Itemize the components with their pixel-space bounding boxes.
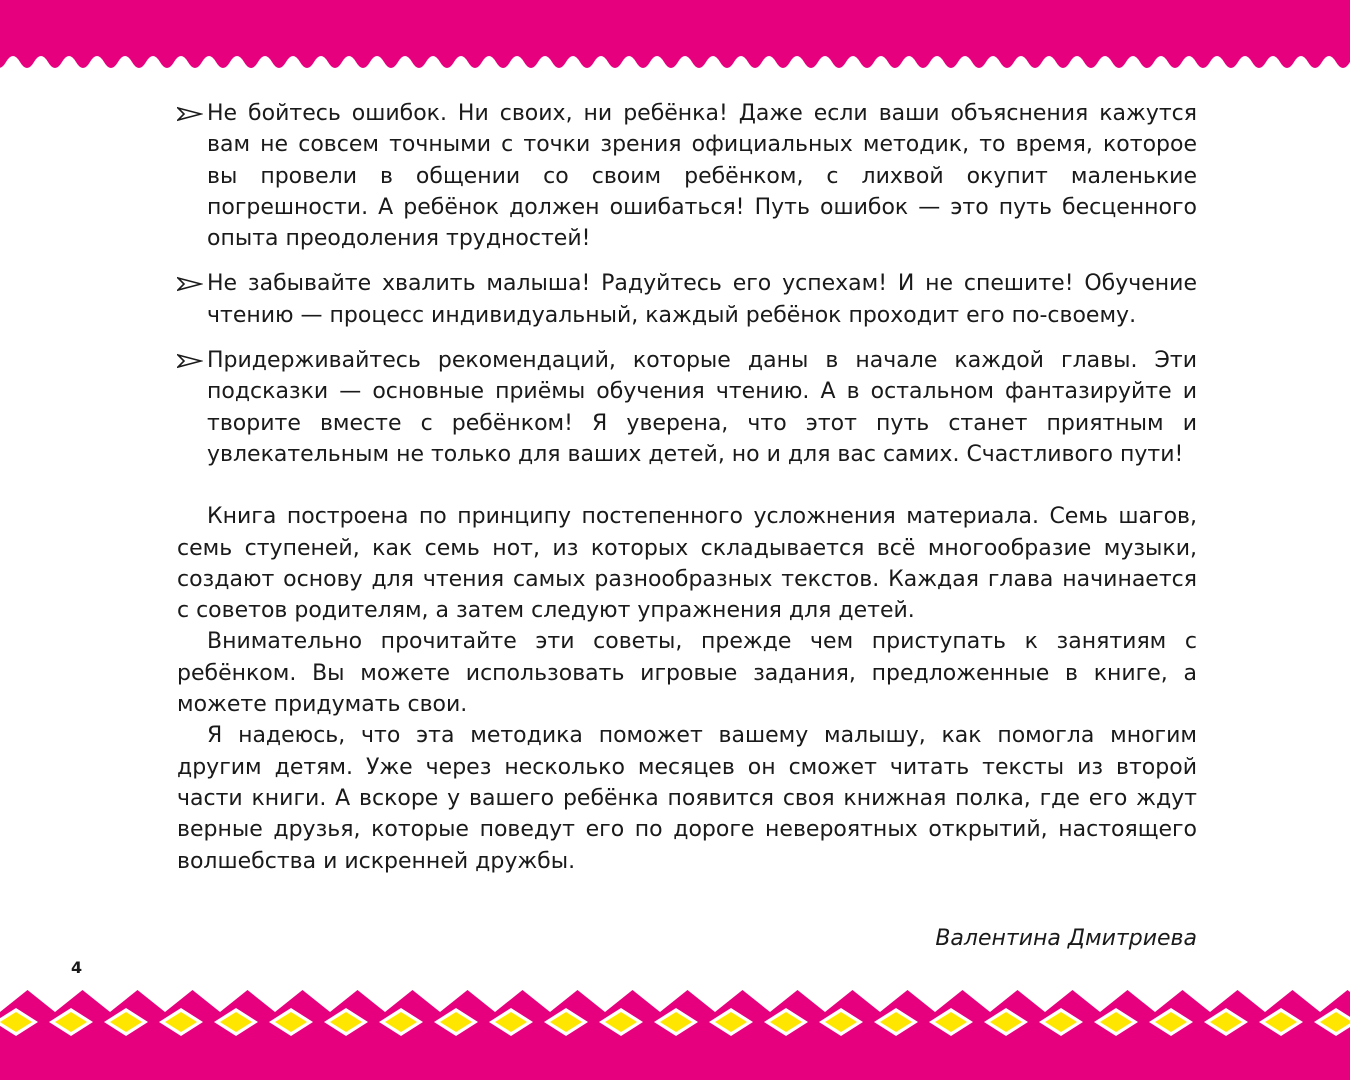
- arrow-right-icon: [177, 106, 203, 122]
- zigzag-peak: [110, 990, 165, 1012]
- zigzag-peak: [220, 990, 275, 1012]
- zigzag-peak: [550, 990, 605, 1012]
- zigzag-peak: [1210, 990, 1265, 1012]
- top-decorative-border: [0, 0, 1350, 72]
- zigzag-peak: [0, 990, 55, 1012]
- arrow-right-icon: [177, 353, 203, 369]
- tip-text: Не бойтесь ошибок. Ни своих, ни ребёнка! Даже если ваши объяснения кажутся вам не совсем точными с точки зрения официальных методик, то время, которое вы провели в общении со своим ребёнком, с лихвой окупит маленькие погрешности. А ребёнок должен ошибаться! Путь ошибок — это путь бесценного опыта преодоления трудностей!: [207, 101, 1197, 252]
- zigzag-peak: [1265, 990, 1320, 1012]
- bottom-decorative-border: [0, 978, 1350, 1080]
- zigzag-peak: [935, 990, 990, 1012]
- tip-item: [177, 268, 1197, 331]
- bottom-band-base: [0, 1036, 1350, 1080]
- zigzag-peak: [1045, 990, 1100, 1012]
- zigzag-peak: [440, 990, 495, 1012]
- zigzag-peak: [990, 990, 1045, 1012]
- zigzag-peak: [770, 990, 825, 1012]
- tip-item: [177, 345, 1197, 470]
- zigzag-peak: [880, 990, 935, 1012]
- body-paragraph: Внимательно прочитайте эти советы, прежде чем приступать к занятиям с ребёнком. Вы можете использовать игровые задания, предложенные в книге, а можете придумать свои.: [177, 629, 1197, 718]
- body-paragraph: Книга построена по принципу постепенного усложнения материала. Семь шагов, семь ступеней, как семь нот, из которых складывается всё многообразие музыки, создают основу для чтения самых разнообразных текстов. Каждая глава начинается с советов родителям, а затем следуют упражнения для детей.: [177, 504, 1197, 624]
- zigzag-peak: [825, 990, 880, 1012]
- body-paragraph: Я надеюсь, что эта методика поможет вашему малышу, как помогла многим другим детям. Уже через несколько месяцев он сможет читать тексты из второй части книги. А вскоре у вашего ребёнка появится своя книжная полка, где его ждут верные друзья, которые поведут его по дороге невероятных открытий, настоящего волшебства и искренней дружбы.: [177, 723, 1197, 874]
- zigzag-peak: [660, 990, 715, 1012]
- tip-text: Не забывайте хвалить малыша! Радуйтесь его успехам! И не спешите! Обучение чтению — процесс индивидуальный, каждый ребёнок проходит его по-своему.: [207, 271, 1197, 328]
- zigzag-peak: [495, 990, 550, 1012]
- zigzag-peak: [165, 990, 220, 1012]
- page-number: 4: [71, 958, 83, 977]
- zigzag-peak: [330, 990, 385, 1012]
- zigzag-peak: [605, 990, 660, 1012]
- tip-text: Придерживайтесь рекомендаций, которые даны в начале каждой главы. Эти подсказки — основные приёмы обучения чтению. А в остальном фантазируйте и творите вместе с ребёнком! Я уверена, что этот путь станет приятным и увлекательным не только для ваших детей, но и для вас самих. Счастливого пути!: [207, 348, 1197, 467]
- zigzag-peak: [385, 990, 440, 1012]
- zigzag-peak: [1155, 990, 1210, 1012]
- zigzag-peak: [715, 990, 770, 1012]
- tips-list: [177, 98, 1197, 470]
- arrow-right-icon: [177, 276, 203, 292]
- page-content: [177, 98, 1197, 954]
- tip-item: [177, 98, 1197, 254]
- author-signature: Валентина Дмитриева: [935, 925, 1197, 951]
- top-wave-band: [0, 0, 1350, 68]
- zigzag-peak: [55, 990, 110, 1012]
- zigzag-peak: [1100, 990, 1155, 1012]
- zigzag-peak: [275, 990, 330, 1012]
